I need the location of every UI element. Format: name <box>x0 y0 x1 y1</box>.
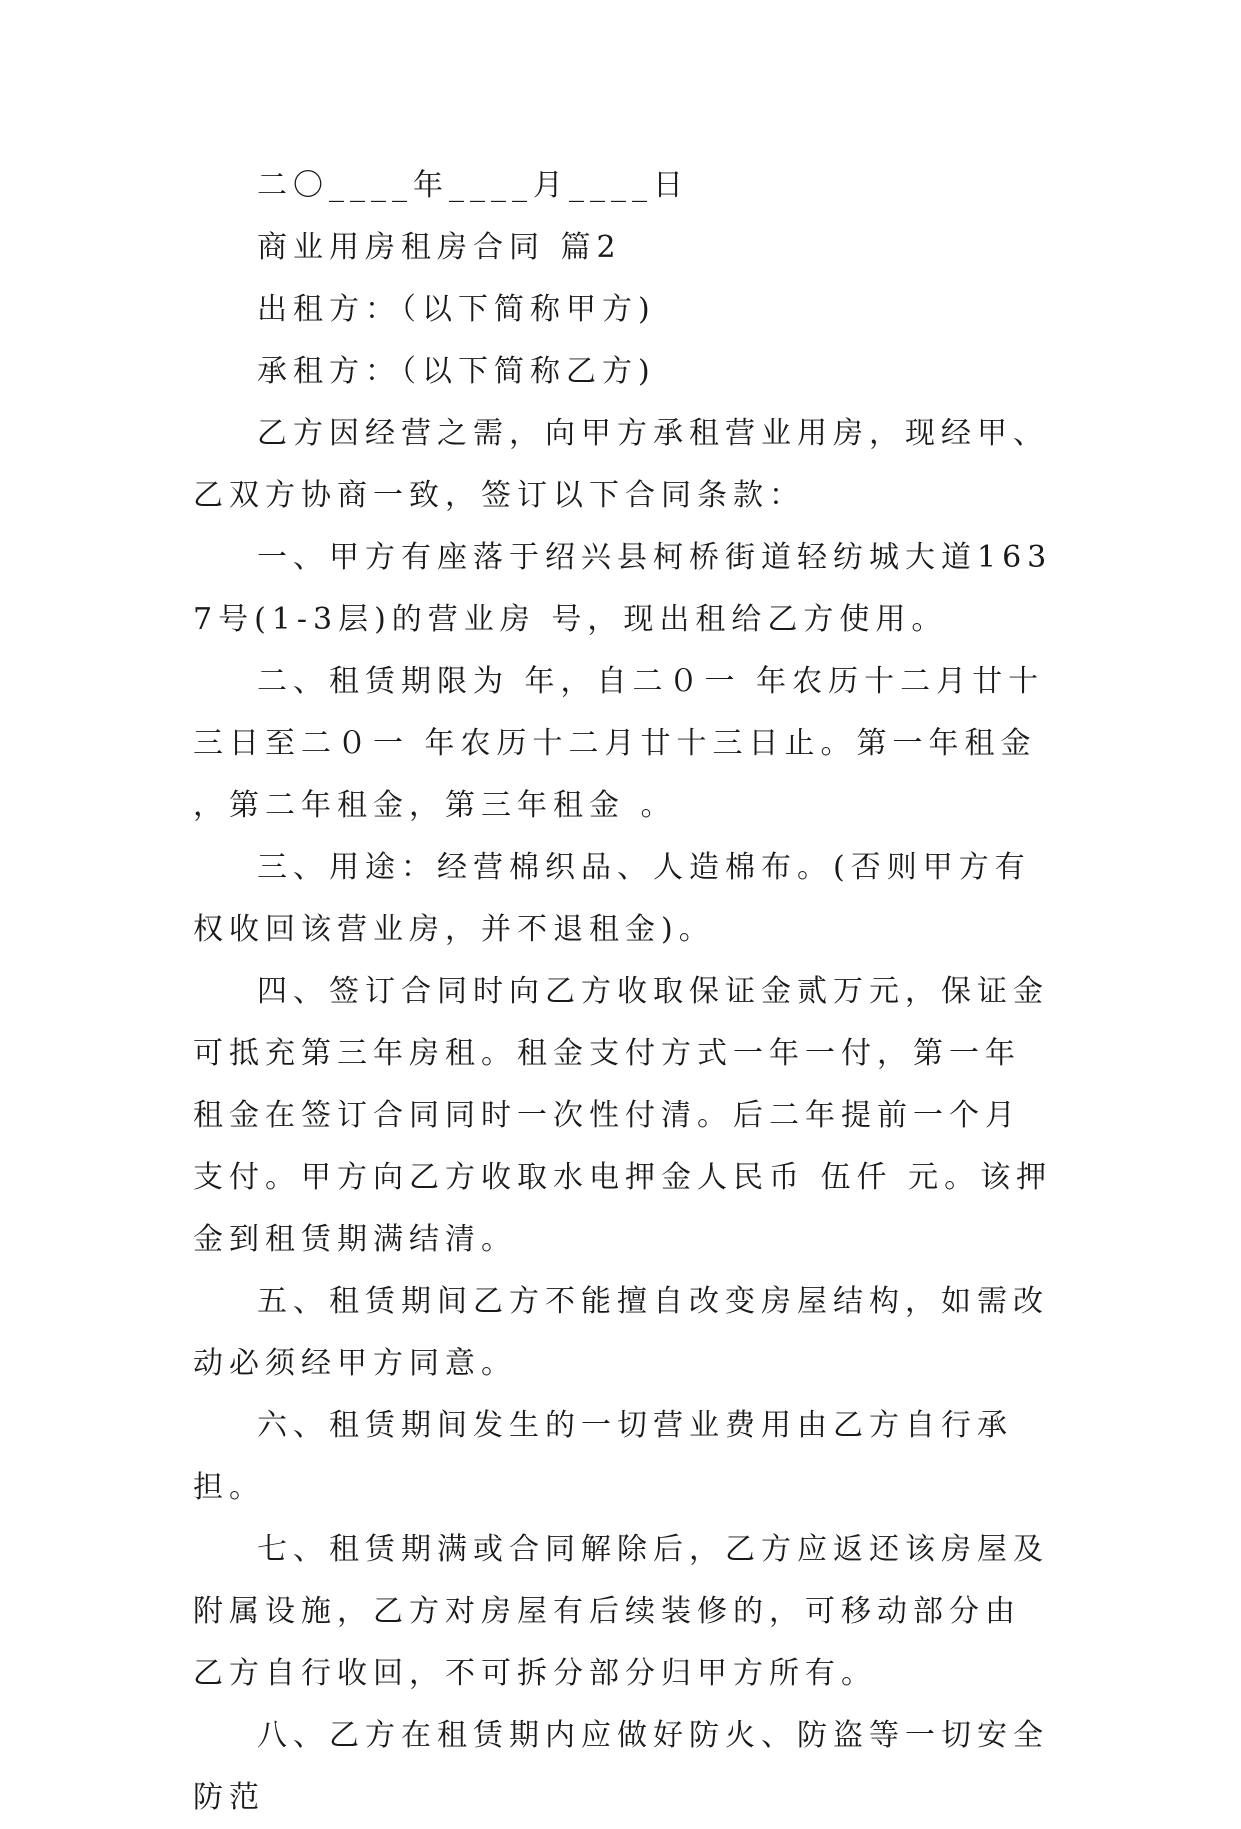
clause-7: 七、租赁期满或合同解除后，乙方应返还该房屋及附属设施，乙方对房屋有后续装修的，可移动部分由乙方自行收回，不可拆分部分归甲方所有。 <box>193 1532 1049 1691</box>
clause-8: 八、乙方在租赁期内应做好防火、防盗等一切安全防范 <box>193 1718 1049 1815</box>
clause-5: 五、租赁期间乙方不能擅自改变房屋结构，如需改动必须经甲方同意。 <box>193 1284 1049 1381</box>
date-line: 二〇____年____月____日 <box>257 168 689 203</box>
lessor-line: 出租方：（以下简称甲方) <box>257 292 656 327</box>
clause-2: 二、租赁期限为 年，自二０一 年农历十二月廿十三日至二０一 年农历十二月廿十三日止。第一年租金 ，第二年租金，第三年租金 。 <box>193 664 1045 823</box>
clause-4: 四、签订合同时向乙方收取保证金贰万元，保证金可抵充第三年房租。租金支付方式一年一付，第一年租金在签订合同同时一次性付清。后二年提前一个月支付。甲方向乙方收取水电押金人民币 伍仟 元。该押金到租赁期满结清。 <box>193 974 1053 1257</box>
clause-3: 三、用途：经营棉织品、人造棉布。(否则甲方有权收回该营业房，并不退租金)。 <box>193 850 1031 947</box>
preamble-paragraph: 乙方因经营之需，向甲方承租营业用房，现经甲、乙双方协商一致，签订以下合同条款： <box>193 416 1049 513</box>
lessee-line: 承租方：（以下简称乙方) <box>257 354 656 389</box>
clause-6: 六、租赁期间发生的一切营业费用由乙方自行承担。 <box>193 1408 1013 1505</box>
clause-1: 一、甲方有座落于绍兴县柯桥街道轻纺城大道1637号(1-3层)的营业房 号，现出租给乙方使用。 <box>193 540 1053 637</box>
contract-title: 商业用房租房合同 篇2 <box>257 230 622 265</box>
document-body <box>193 155 1053 1829</box>
